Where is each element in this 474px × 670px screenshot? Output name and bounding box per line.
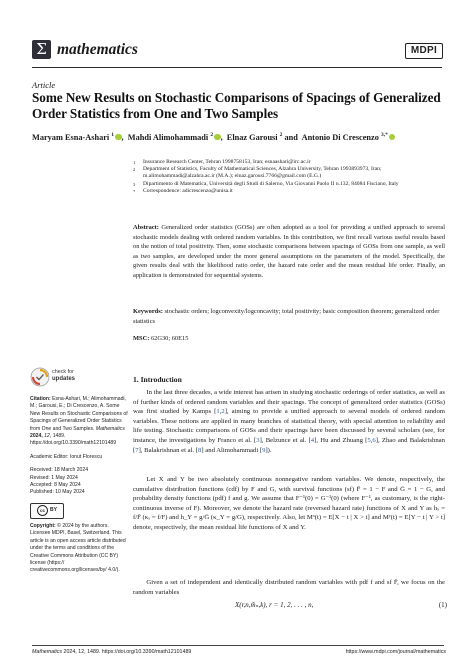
- footer-citation: Mathematics 2024, 12, 1489. https://doi.org/10.3390/math12101489: [32, 649, 192, 655]
- orcid-icon[interactable]: [389, 134, 396, 141]
- paper-title: Some New Results on Stochastic Comparisons of Spacings of Generalized Order Statistics from One and Two Samples: [32, 90, 441, 121]
- reference-link[interactable]: 2: [221, 408, 225, 416]
- reference-link[interactable]: 8: [198, 446, 202, 454]
- intro-paragraph-1: In the last three decades, a wide interest has arisen in studying stochastic orderings of order statistics, as well as of further kinds of ordered random variables and their spacings. The concept of generalized order statistics (GOSs) was first studied by Kamps [1,2], aiming to provide a unified approach to several models of ordered random variables. These notions are applied in many branches of statistical theory, with special attention to reliability and life testing. Stochastic comparisons of GOSs and their spacings have been discussed by several scholars (see, for instance, the investigations by Franco et al. [3], Belzunce et al. [4], Hu and Zhuang [5,6], Zhao and Balakrishnan [7], Balakrishnan et al. [8] and Alimohammadi [9]).: [133, 389, 445, 454]
- copyright: Copyright: © 2024 by the authors. Licensee MDPI, Basel, Switzerland. This article is an open access article distributed under the terms and conditions of the Creative Commons Attribution (CC BY) license (https:// creativecommons.org/licenses/by/ 4.0/).: [30, 522, 126, 574]
- affiliation-item: 2 Department of Statistics, Faculty of Mathematical Sciences, Alzahra University, Tehran 1993893973, Iran; m.alimohammadi@alzahra.ac.ir (M.A.); elnaz.garousi.7766@gmail.com (E.G.): [133, 166, 382, 180]
- correspondence: * Correspondence: adicrescenzo@unisa.it: [133, 187, 233, 194]
- section-heading-introduction: 1. Introduction: [133, 375, 182, 384]
- author-list: Maryam Esna-Ashari $^1$ , Mahdi Alimohammadi $^2$ , Elnaz Garousi $^2$ and Antonio Di Crescenzo $^{3,*}$: [32, 132, 452, 144]
- author-name[interactable]: Maryam Esna-Ashari: [32, 133, 110, 142]
- article-type: Article: [32, 80, 56, 90]
- citation: Citation: Esna-Ashari, M.; Alimohammadi, M.; Garousi, E.; Di Crescenzo, A. Some New Results on Stochastic Comparisons of Spacings of Generalized Order Statistics from One and Two Samples. Mathematics 2024, 12, 1489. https://doi.org/10.3390/math12101489: [30, 396, 128, 447]
- check-updates-icon: [30, 367, 50, 387]
- footer-divider: [32, 645, 444, 646]
- author-name[interactable]: Elnaz Garousi: [226, 133, 278, 142]
- intro-paragraph-3: Given a set of independent and identically distributed random variables with pdf f and sf F̄, we focus on the random variables: [133, 579, 445, 596]
- abstract: [133, 223, 445, 280]
- affiliations: [133, 159, 453, 195]
- reference-link[interactable]: 4: [310, 436, 315, 444]
- orcid-icon[interactable]: [214, 134, 221, 141]
- cc-by-license-icon[interactable]: cc BY: [30, 503, 64, 519]
- academic-editor: Academic Editor: Ionut Florescu: [30, 453, 103, 460]
- citation-doi-link[interactable]: 1489. https://doi.org/10.3390/math12101489: [30, 433, 117, 447]
- reference-link[interactable]: 3: [256, 436, 260, 444]
- journal-name: mathematics: [57, 41, 138, 58]
- article-sidebar: [30, 396, 128, 581]
- reference-link[interactable]: 5: [367, 436, 371, 444]
- header-divider: [32, 67, 442, 68]
- reference-link[interactable]: 6: [372, 436, 376, 444]
- reference-link[interactable]: 1: [216, 408, 220, 416]
- equation-number: (1): [438, 601, 447, 609]
- intro-paragraph-2: Let X and Y be two absolutely continuous nonnegative random variables. We denote, respectively, the cumulative distribution functions (cdf) by F and G, with survival functions (sf) F̄ = 1 − F and Ḡ = 1 − G, and probability density functions (pdf) f and g. We assume that F⁻¹(0) = G⁻¹(0) (where F⁻¹, as customary, is the right-continuous inverse of F). Moreover, we denote the hazard rate (reversed hazard rate) functions of X and Y as hₓ = f/F̄ (κₓ = f/F) and h_Y = g/Ḡ (κ_Y = g/G), respectively. Also, let Mˣ(t) = E[X − t | X > t] and Mʸ(t) = E[Y − t | Y > t] denote, respectively, the mean residual life functions of X and Y.: [133, 476, 445, 531]
- author-name[interactable]: Mahdi Alimohammadi: [127, 133, 209, 142]
- check-for-updates-button[interactable]: check for updates: [30, 365, 88, 389]
- abstract-label: Abstract:: [133, 224, 159, 231]
- equation-expression: X(r,n,m̃ₙ,k), r = 1, 2, . . . , n,: [235, 601, 314, 609]
- publisher-logo: MDPI: [405, 43, 443, 59]
- abstract-text: Generalized order statistics (GOSs) are often adopted as a tool for providing a unified approach to several stochastic models dealing with ordered random variables. In this contribution, we first recall various useful results based on the notion of total positivity. Then, some stochastic comparisons between spacings of GOSs from one sample, as well as two samples, are developed under the more general assumptions on the parameters of the model. Specifically, the given results deal with the likelihood ratio order, the hazard rate order and the mean residual life order. Finally, an application is demonstrated for sequential systems.: [133, 224, 445, 279]
- publication-dates: Received: 18 March 2024 Revised: 1 May 2024 Accepted: 8 May 2024 Published: 10 May 2024: [30, 467, 89, 496]
- reference-link[interactable]: 7: [135, 446, 139, 454]
- author-name[interactable]: Antonio Di Crescenzo: [301, 133, 379, 142]
- affiliation-item: 1 Insurance Research Center, Tehran 1998758153, Iran; esnaashari@irc.ac.ir: [133, 159, 311, 165]
- msc-codes: MSC: 62G30; 60E15: [133, 335, 189, 342]
- journal-logo-icon: Σ: [32, 40, 51, 59]
- reference-link[interactable]: 9: [262, 446, 266, 454]
- orcid-icon[interactable]: [115, 134, 122, 141]
- footer-journal-link[interactable]: https://www.mdpi.com/journal/mathematics: [345, 649, 446, 655]
- affiliation-item: 3 Dipartimento di Matematica, Università degli Studi di Salerno, Via Giovanni Paolo II n.132, 84084 Fisciano, Italy: [133, 180, 399, 187]
- keywords: Keywords: stochastic orders; logconvexity/logconcavity; total positivity; basic composition theorem; generalized order statistics: [133, 308, 440, 325]
